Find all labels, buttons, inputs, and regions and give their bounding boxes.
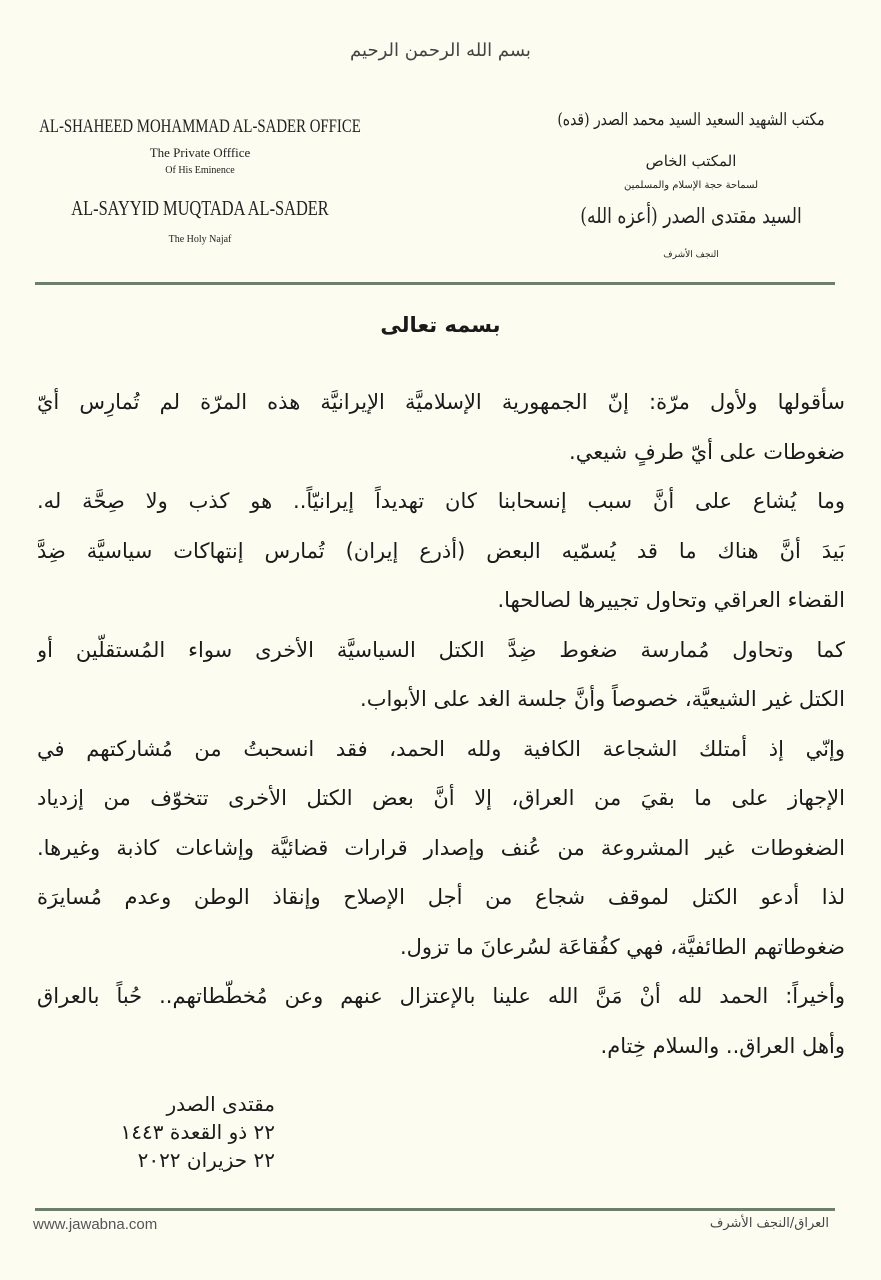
arabic-city: النجف الأشرف xyxy=(663,250,719,260)
body-line: لذا أدعو الكتل لموقف شجاع من أجل الإصلاح وإنقاذ الوطن وعدم مُسايرَة xyxy=(37,885,845,909)
arabic-office-name: مكتب الشهيد السعيد السيد محمد الصدر (قده) xyxy=(557,110,825,130)
english-office-name: AL-SHAHEED MOHAMMAD AL-SADER OFFICE xyxy=(39,116,361,137)
body-line: وما يُشاع على أنَّ سبب إنسحابنا كان تهديداً إيرانيّاً.. هو كذب ولا صِحَّة له. xyxy=(37,489,845,513)
signature-name: مقتدى الصدر xyxy=(166,1092,275,1116)
body-line: وأهل العراق.. والسلام خِتام. xyxy=(600,1033,845,1058)
arabic-name: السيد مقتدى الصدر (أعزه الله) xyxy=(580,204,802,228)
body-line: وإنّي إذ أمتلك الشجاعة الكافية ولله الحمد، فقد انسحبتُ من مُشاركتهم في xyxy=(37,736,845,761)
body-line: كما وتحاول مُمارسة ضغوط ضِدَّ الكتل السياسيَّة الأخرى سواء المُستقلّين أو xyxy=(37,637,845,662)
english-of-his-eminence: Of His Eminence xyxy=(165,165,235,176)
body-line: القضاء العراقي وتحاول تجييرها لصالحها. xyxy=(497,588,845,612)
header-divider xyxy=(35,282,835,285)
body-line: الإجهاز على ما بقيَ من العراق، إلا أنَّ بعض الكتل الأخرى تتخوّف من إزدياد xyxy=(37,786,845,810)
english-city: The Holy Najaf xyxy=(168,234,232,245)
english-name: AL-SAYYID MUQTADA AL-SADER xyxy=(71,196,329,220)
arabic-private-office: المكتب الخاص xyxy=(645,152,737,170)
footer-location: العراق/النجف الأشرف xyxy=(709,1216,829,1231)
gregorian-date: ٢٢ حزيران ٢٠٢٢ xyxy=(137,1148,275,1172)
body-line: ضغوطات على أيّ طرفٍ شيعي. xyxy=(569,439,845,464)
footer-divider xyxy=(35,1208,835,1211)
letter-body xyxy=(37,378,845,1071)
body-line: وأخيراً: الحمد لله أنْ مَنَّ الله علينا بالإعتزال عنهم وعن مُخطّطاتهم.. حُباً بالعراق xyxy=(37,984,845,1008)
body-line: ضغوطاتهم الطائفيَّة، فهي كفُقاعَة لسُرعانَ ما تزول. xyxy=(399,934,845,959)
body-line: بَيدَ أنَّ هناك ما قد يُسمّيه البعض (أذرع إيران) تُمارس إنتهاكات سياسيَّة ضِدَّ xyxy=(37,538,845,563)
english-private-office: The Private Offfice xyxy=(149,145,251,160)
body-line: الضغوطات غير المشروعة من عُنف وإصدار قرارات قضائيَّة وإشاعات كاذبة وغيرها. xyxy=(37,835,845,860)
basmala: بسم الله الرحمن الرحيم xyxy=(350,40,531,61)
hijri-date: ٢٢ ذو القعدة ١٤٤٣ xyxy=(120,1120,275,1144)
body-line: الكتل غير الشيعيَّة، خصوصاً وأنَّ جلسة الغد على الأبواب. xyxy=(360,687,845,711)
signature-block xyxy=(100,1090,275,1174)
letter-title: بسمه تعالى xyxy=(380,313,501,337)
footer-website: www.jawabna.com xyxy=(33,1216,158,1233)
arabic-of-his-eminence: لسماحة حجة الإسلام والمسلمين xyxy=(624,180,758,191)
body-line: سأقولها ولأول مرّة: إنّ الجمهورية الإسلاميَّة الإيرانيَّة هذه المرّة لم تُمارِس أيّ xyxy=(37,390,845,414)
